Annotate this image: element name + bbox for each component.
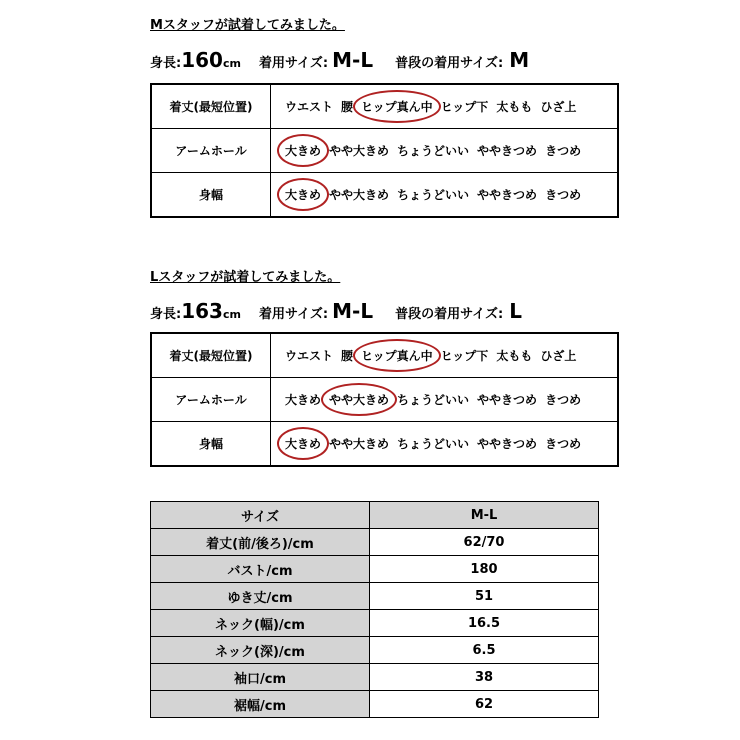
size-row-label: ゆき丈/cm — [151, 583, 370, 610]
fit-option: ちょうどいい — [397, 393, 470, 407]
height-value: 163 — [181, 299, 223, 323]
size-row — [151, 637, 599, 664]
fit-row-label: アームホール — [151, 378, 271, 422]
fit-row — [151, 129, 618, 173]
fit-row — [151, 422, 618, 467]
fit-row-label: 身幅 — [151, 422, 271, 467]
fit-option-selected: 大きめ — [285, 437, 322, 451]
size-row-value: 180 — [370, 556, 599, 583]
fit-option-selected: やや大きめ — [329, 393, 390, 407]
fit-option: ヒップ下 — [440, 349, 489, 363]
fit-options — [271, 173, 619, 218]
staff-m-fit-table — [150, 83, 619, 218]
fit-option: ウエスト — [285, 100, 334, 114]
fit-options — [271, 84, 619, 129]
usual-size-label: 普段の着用サイズ: — [395, 56, 504, 71]
wear-size-label: 着用サイズ: — [258, 307, 329, 322]
size-spec-table — [150, 501, 599, 718]
size-row — [151, 556, 599, 583]
staff-l-measurements — [150, 299, 522, 323]
fit-row — [151, 333, 618, 378]
fit-option: やや大きめ — [329, 188, 390, 202]
fit-option: ひざ上 — [540, 100, 577, 114]
fit-option: きつめ — [545, 393, 582, 407]
fit-row — [151, 378, 618, 422]
fit-option: やや大きめ — [329, 144, 390, 158]
fit-option: ややきつめ — [477, 144, 538, 158]
fit-option: きつめ — [545, 437, 582, 451]
fit-option: ひざ上 — [540, 349, 577, 363]
size-header-value: M-L — [370, 502, 599, 529]
height-unit: cm — [222, 57, 241, 70]
fit-option: やや大きめ — [329, 437, 390, 451]
fit-option: ちょうどいい — [397, 188, 470, 202]
usual-size-label: 普段の着用サイズ: — [395, 307, 504, 322]
fit-option-selected: ヒップ真ん中 — [361, 349, 433, 363]
fit-option: ややきつめ — [477, 437, 538, 451]
fit-option-selected: 大きめ — [285, 144, 322, 158]
size-row-value: 38 — [370, 664, 599, 691]
height-label: 身長: — [150, 56, 182, 71]
fit-option: 腰 — [341, 100, 354, 114]
fit-option-selected: 大きめ — [285, 188, 322, 202]
wear-size-value: M-L — [332, 48, 374, 72]
staff-l-title: Lスタッフが試着してみました。 — [150, 270, 341, 285]
fit-option: きつめ — [545, 144, 582, 158]
usual-size-value: L — [509, 299, 522, 323]
fit-option: 太もも — [496, 100, 533, 114]
size-row-label: ネック(深)/cm — [151, 637, 370, 664]
size-row-value: 6.5 — [370, 637, 599, 664]
wear-size-label: 着用サイズ: — [258, 56, 329, 71]
size-row-value: 62/70 — [370, 529, 599, 556]
size-row-label: ネック(幅)/cm — [151, 610, 370, 637]
fit-row-label: 着丈(最短位置) — [151, 333, 271, 378]
fit-option: ウエスト — [285, 349, 334, 363]
size-table-header — [151, 502, 599, 529]
size-row — [151, 583, 599, 610]
fit-options — [271, 333, 619, 378]
size-row — [151, 610, 599, 637]
fit-option: ヒップ下 — [440, 100, 489, 114]
fit-options — [271, 378, 619, 422]
fit-options — [271, 422, 619, 467]
size-row-label: 袖口/cm — [151, 664, 370, 691]
fit-option: ややきつめ — [477, 393, 538, 407]
size-row-label: 裾幅/cm — [151, 691, 370, 718]
staff-l-fit-table — [150, 332, 619, 467]
staff-m-measurements — [150, 48, 529, 72]
staff-m-title: Mスタッフが試着してみました。 — [150, 18, 345, 33]
height-value: 160 — [181, 48, 223, 72]
fit-option-selected: ヒップ真ん中 — [361, 100, 433, 114]
size-row-value: 16.5 — [370, 610, 599, 637]
fit-option: 太もも — [496, 349, 533, 363]
fit-row-label: 着丈(最短位置) — [151, 84, 271, 129]
size-header-label: サイズ — [151, 502, 370, 529]
size-row-label: 着丈(前/後ろ)/cm — [151, 529, 370, 556]
size-row-label: バスト/cm — [151, 556, 370, 583]
size-row — [151, 664, 599, 691]
size-row-value: 51 — [370, 583, 599, 610]
fit-row — [151, 173, 618, 218]
fit-option: ちょうどいい — [397, 144, 470, 158]
wear-size-value: M-L — [332, 299, 374, 323]
fit-option: 大きめ — [285, 393, 322, 407]
size-row — [151, 529, 599, 556]
fit-option: きつめ — [545, 188, 582, 202]
fit-row-label: アームホール — [151, 129, 271, 173]
size-row — [151, 691, 599, 718]
usual-size-value: M — [509, 48, 530, 72]
height-unit: cm — [222, 308, 241, 321]
fit-row — [151, 84, 618, 129]
fit-row-label: 身幅 — [151, 173, 271, 218]
height-label: 身長: — [150, 307, 182, 322]
fit-options — [271, 129, 619, 173]
size-row-value: 62 — [370, 691, 599, 718]
fit-option: ややきつめ — [477, 188, 538, 202]
fit-option: 腰 — [341, 349, 354, 363]
fit-option: ちょうどいい — [397, 437, 470, 451]
